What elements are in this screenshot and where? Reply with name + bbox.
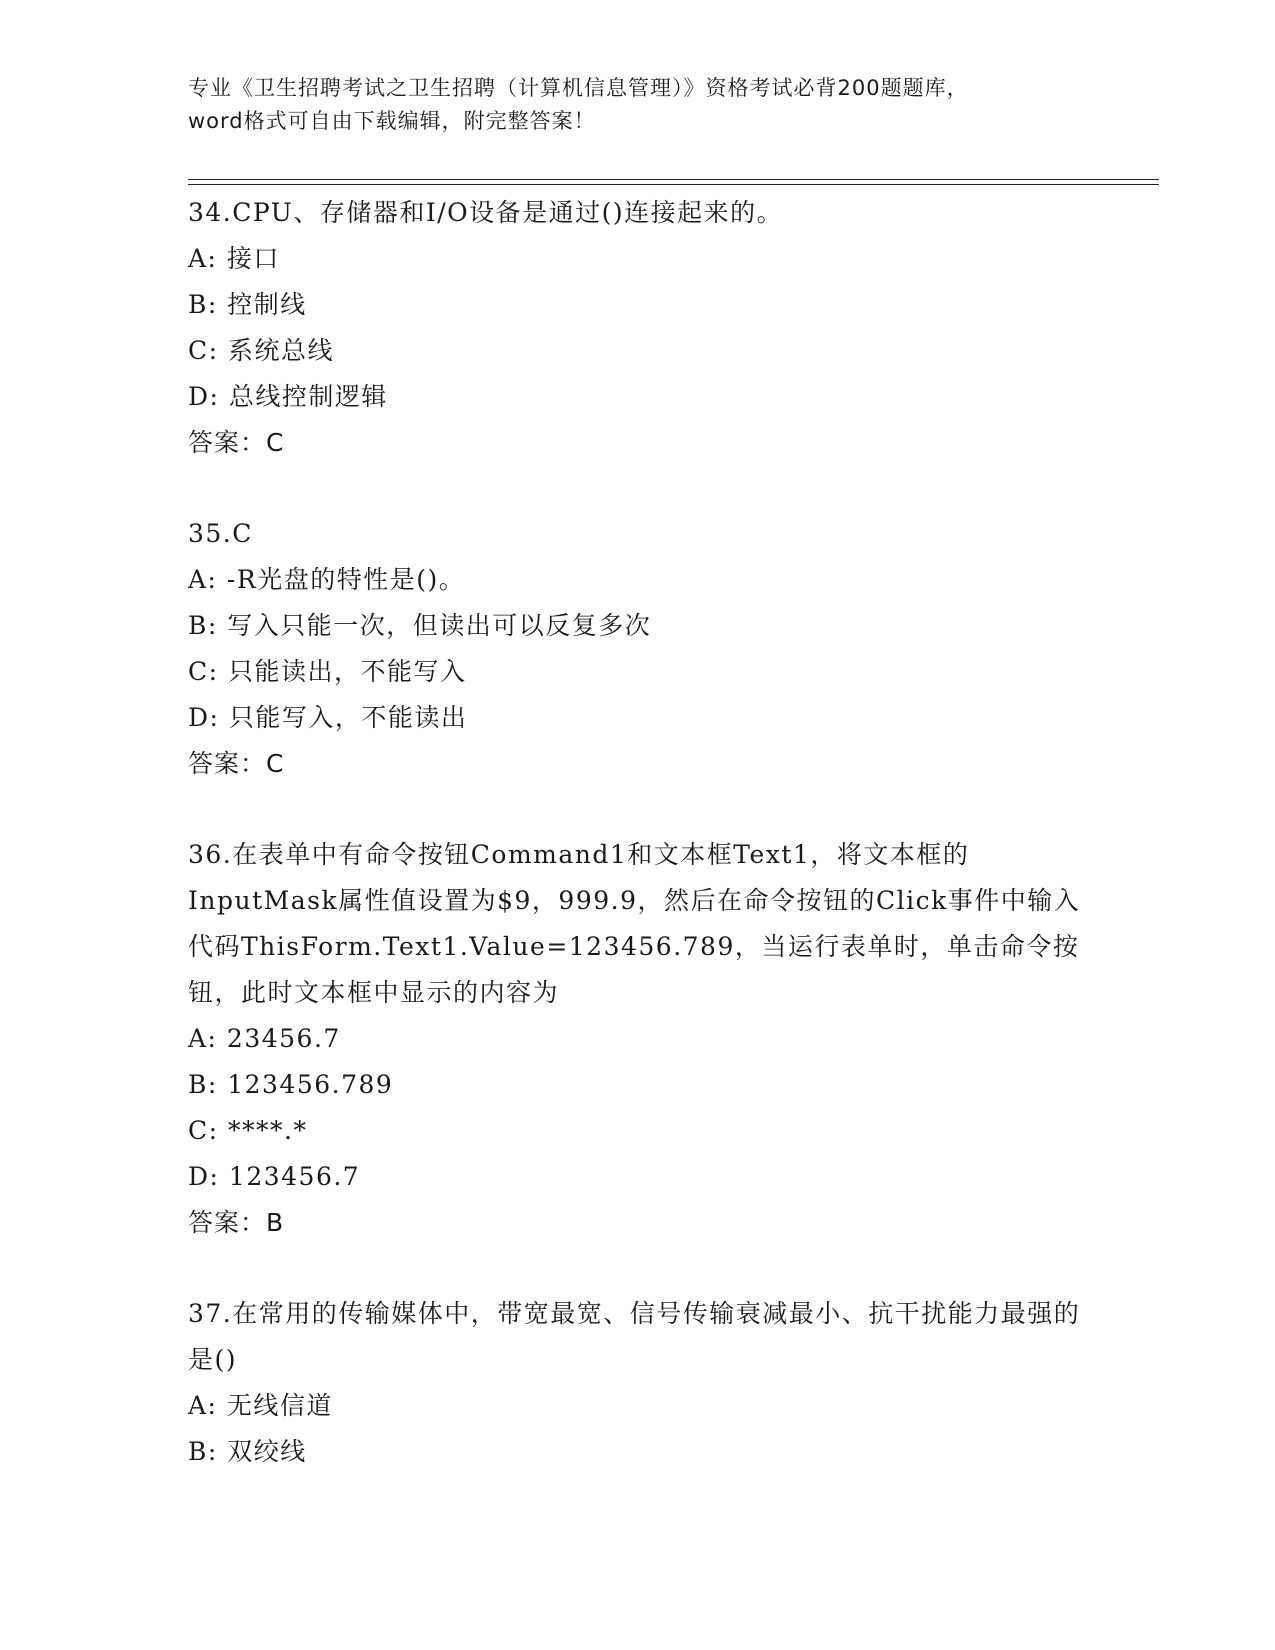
option-c: C: ****.*	[188, 1116, 308, 1145]
document-header	[188, 72, 1088, 138]
option-a: A: 无线信道	[188, 1391, 333, 1420]
option-d: D: 123456.7	[188, 1162, 361, 1191]
option-d: D: 总线控制逻辑	[188, 382, 388, 411]
question-stem: 37.在常用的传输媒体中，带宽最宽、信号传输衰减最小、抗干扰能力最强的是()	[188, 1299, 1081, 1374]
header-divider-bottom	[188, 184, 1159, 185]
option-b: B: 控制线	[188, 290, 307, 319]
question-stem: 35.C	[188, 519, 253, 548]
answer-line: 答案：C	[188, 749, 285, 778]
header-line-1: 专业《卫生招聘考试之卫生招聘（计算机信息管理）》资格考试必背200题题库，	[188, 76, 969, 100]
option-a: A: -R光盘的特性是()。	[188, 565, 466, 594]
question-stem: 36.在表单中有命令按钮Command1和文本框Text1，将文本框的InputMask属性值设置为$9，999.9，然后在命令按钮的Click事件中输入代码ThisForm.Text1.Value=123456.789，当运行表单时，单击命令按钮，此时文本框中显示的内容为	[188, 840, 1081, 1007]
header-divider-top	[188, 179, 1159, 180]
option-c: C: 只能读出，不能写入	[188, 657, 467, 686]
option-b: B: 写入只能一次，但读出可以反复多次	[188, 611, 652, 640]
question-37	[188, 1291, 1088, 1475]
question-34	[188, 190, 1088, 466]
question-36	[188, 832, 1088, 1246]
question-stem: 34.CPU、存储器和I/O设备是通过()连接起来的。	[188, 198, 784, 227]
option-b: B: 123456.789	[188, 1070, 394, 1099]
header-line-2: word格式可自由下载编辑，附完整答案！	[188, 109, 596, 133]
question-list	[188, 190, 1088, 1520]
option-a: A: 23456.7	[188, 1024, 341, 1053]
answer-line: 答案：C	[188, 428, 285, 457]
option-a: A: 接口	[188, 244, 280, 273]
option-b: B: 双绞线	[188, 1437, 307, 1466]
option-c: C: 系统总线	[188, 336, 334, 365]
option-d: D: 只能写入，不能读出	[188, 703, 468, 732]
question-35	[188, 511, 1088, 787]
answer-line: 答案：B	[188, 1208, 285, 1237]
